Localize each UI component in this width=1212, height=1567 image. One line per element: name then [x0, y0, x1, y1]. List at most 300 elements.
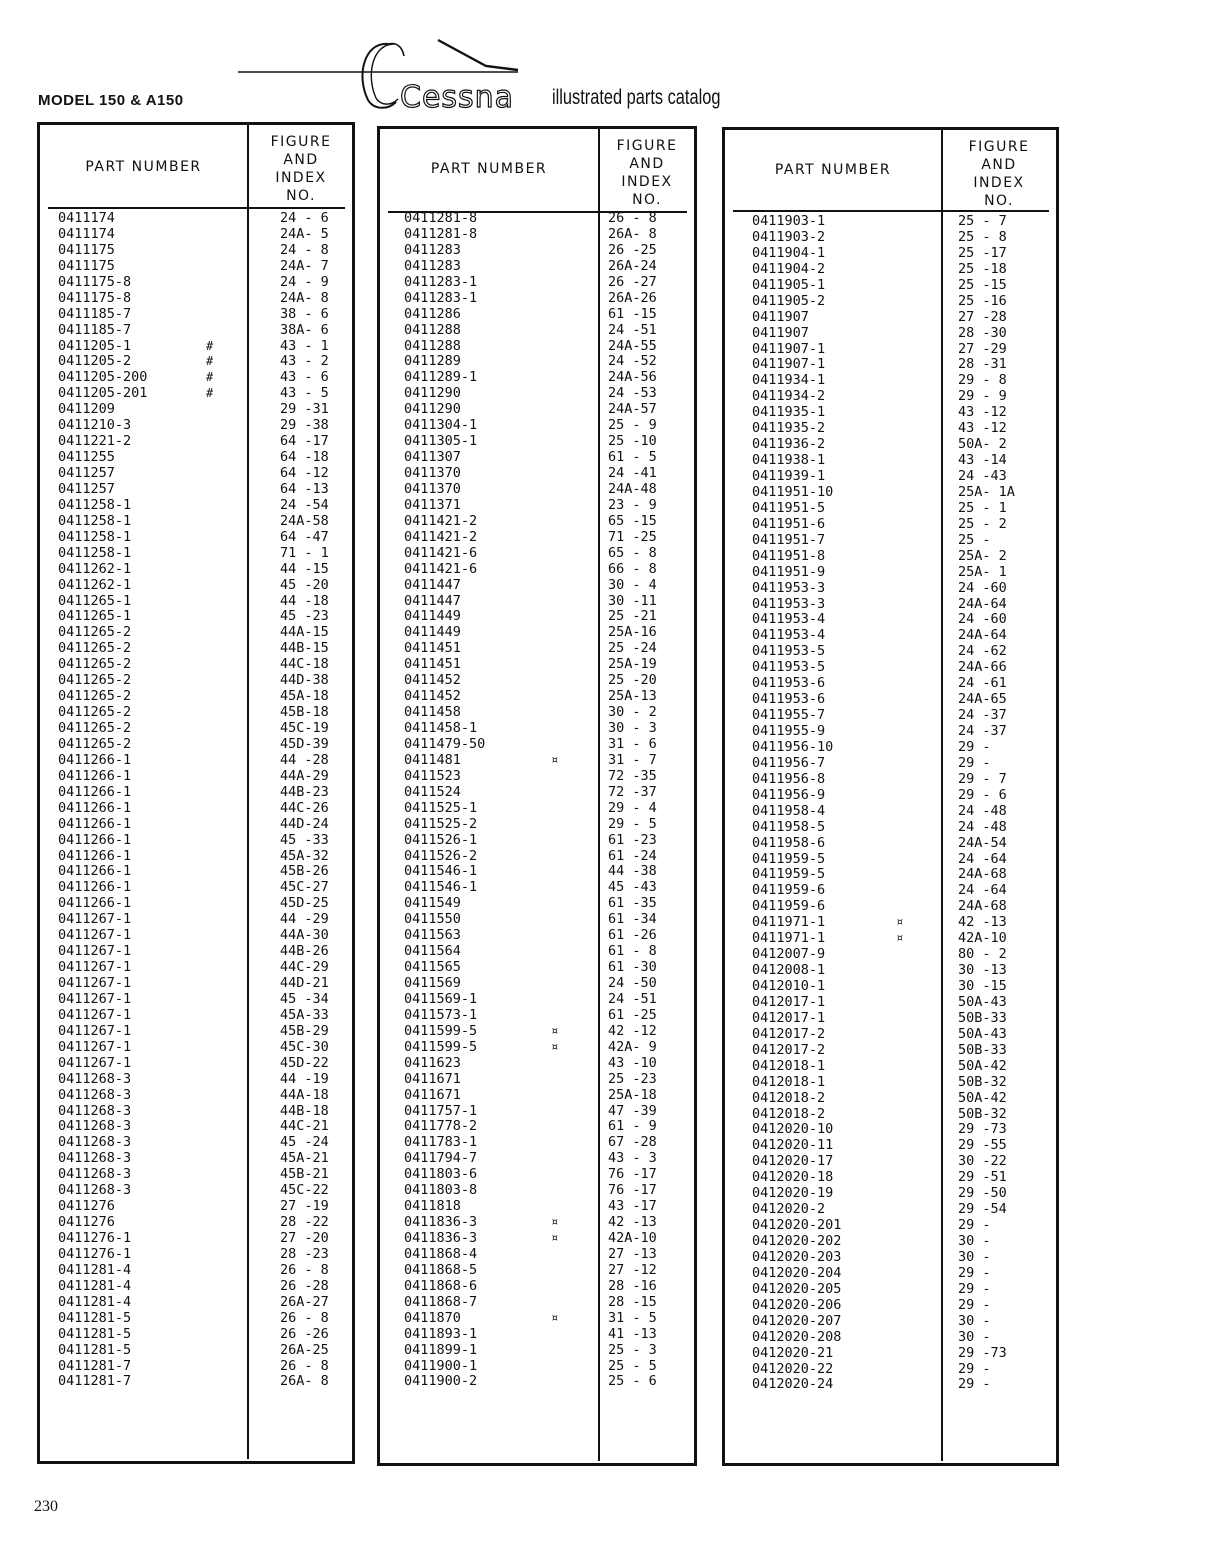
part-number-cell: 0411458-1	[404, 720, 478, 736]
figure-index-cell: 24A-64	[958, 627, 1007, 644]
part-number-cell: 0411447	[404, 592, 461, 609]
table-row	[404, 976, 694, 992]
table-row	[404, 323, 694, 339]
figure-index-cell: 25 -17	[958, 244, 1007, 261]
part-number-header: PART NUMBER	[430, 161, 548, 177]
table-row	[752, 437, 1057, 453]
table-row	[752, 597, 1057, 613]
table-row	[404, 307, 694, 323]
figure-index-cell: 29 - 7	[958, 770, 1007, 787]
part-number-cell: 0411267-1	[58, 1038, 132, 1055]
part-number-cell: 0411935-1	[752, 404, 826, 421]
figure-index-cell: 71 -25	[608, 528, 657, 545]
figure-index-cell: 25 -21	[608, 608, 657, 625]
part-number-cell: 0411283	[404, 257, 461, 274]
part-number-cell: 0411836-3	[404, 1230, 478, 1246]
cessna-logotype: Cessna	[400, 80, 515, 115]
table-row	[404, 992, 694, 1008]
table-row	[404, 609, 694, 625]
table-row	[752, 867, 1057, 883]
part-number-cell: 0411951-5	[752, 499, 826, 516]
part-number-cell: 0411971-1	[752, 930, 826, 947]
table-row	[404, 1167, 694, 1183]
table-row	[752, 246, 1057, 262]
part-number-cell: 0411305-1	[404, 433, 478, 450]
parts-list	[752, 214, 1057, 1393]
part-number-cell: 0412020-17	[752, 1153, 834, 1170]
figure-index-cell: 25A-18	[608, 1086, 657, 1103]
part-number-cell: 0411900-2	[404, 1373, 478, 1390]
table-row	[58, 434, 350, 450]
figure-index-cell: 76 -17	[608, 1182, 657, 1199]
part-number-cell: 0411599-5	[404, 1038, 478, 1055]
figure-index-cell: 24 -64	[958, 882, 1007, 899]
part-number-cell: 0411205-2	[58, 353, 132, 370]
table-row	[58, 928, 350, 944]
part-number-cell: 0411958-5	[752, 818, 826, 835]
figure-index-cell: 30 -	[958, 1248, 991, 1265]
figure-index-cell: 45 -24	[280, 1134, 329, 1151]
part-number-cell: 0411951-7	[752, 531, 826, 548]
figure-index-cell: 44A-30	[280, 927, 329, 944]
table-row	[58, 243, 350, 259]
table-row	[58, 594, 350, 610]
figure-index-cell: 45B-21	[280, 1166, 329, 1183]
table-row	[58, 944, 350, 960]
part-number-cell: 0411210-3	[58, 417, 132, 434]
figure-index-cell: 50A-42	[958, 1089, 1007, 1106]
note-marker: ¤	[551, 1231, 559, 1245]
table-row	[58, 864, 350, 880]
table-row	[752, 214, 1057, 230]
part-number-cell: 0411265-2	[58, 640, 132, 657]
parts-column-2	[377, 126, 697, 1466]
table-row	[404, 657, 694, 673]
figure-index-cell: 26A- 8	[608, 225, 657, 242]
figure-index-cell: 61 -30	[608, 959, 657, 976]
table-row	[404, 1151, 694, 1167]
part-number-cell: 0411956-7	[752, 754, 826, 771]
part-number-cell: 0411281-4	[58, 1277, 132, 1294]
part-number-cell: 0411899-1	[404, 1341, 478, 1358]
table-row	[58, 370, 350, 386]
table-row	[404, 227, 694, 243]
part-number-cell: 0411783-1	[404, 1134, 478, 1151]
table-row	[752, 1330, 1057, 1346]
table-row	[752, 1234, 1057, 1250]
part-number-cell: 0412020-202	[752, 1233, 842, 1249]
figure-index-header: FIGURE AND INDEX NO.	[270, 134, 332, 204]
note-marker: ¤	[551, 752, 559, 767]
table-row	[404, 1072, 694, 1088]
table-row	[752, 947, 1057, 963]
part-number-cell: 0411479-50	[404, 735, 486, 752]
table-row	[752, 1170, 1057, 1186]
part-number-cell: 0411421-2	[404, 512, 478, 529]
table-row	[752, 357, 1057, 373]
table-row	[404, 1135, 694, 1151]
part-number-cell: 0411953-5	[752, 643, 826, 660]
figure-index-cell: 29 -54	[958, 1201, 1007, 1218]
table-row	[752, 836, 1057, 852]
table-row	[752, 1059, 1057, 1075]
table-row	[404, 1199, 694, 1215]
table-row	[752, 995, 1057, 1011]
part-number-cell: 0411258-1	[58, 528, 132, 545]
figure-index-cell: 50A-42	[958, 1057, 1007, 1074]
table-row	[752, 581, 1057, 597]
part-number-cell: 0411281-4	[58, 1261, 132, 1278]
figure-index-cell: 24A- 5	[280, 225, 329, 242]
table-row	[58, 673, 350, 689]
table-row	[752, 342, 1057, 358]
table-row	[404, 1215, 694, 1231]
part-number-cell: 0412020-204	[752, 1264, 842, 1281]
table-row	[404, 912, 694, 928]
table-row	[58, 801, 350, 817]
part-number-cell: 0411905-2	[752, 292, 826, 309]
table-row	[752, 1107, 1057, 1123]
table-row	[58, 1008, 350, 1024]
figure-index-cell: 25 -18	[958, 260, 1007, 277]
table-row	[58, 833, 350, 849]
figure-index-cell: 25 - 3	[608, 1341, 657, 1358]
table-row	[58, 880, 350, 896]
figure-index-cell: 61 - 8	[608, 943, 657, 960]
note-marker: ¤	[896, 931, 904, 946]
table-row	[752, 517, 1057, 533]
part-number-cell: 0411257	[58, 465, 115, 481]
table-row	[404, 817, 694, 833]
part-number-cell: 0411951-9	[752, 563, 826, 580]
table-row	[58, 912, 350, 928]
figure-index-cell: 44A-18	[280, 1086, 329, 1103]
figure-index-cell: 28 -16	[608, 1277, 657, 1294]
part-number-cell: 0412018-2	[752, 1089, 826, 1106]
part-number-cell: 0411671	[404, 1086, 461, 1103]
table-row	[58, 721, 350, 737]
part-number-cell: 0411893-1	[404, 1325, 478, 1342]
part-number-cell: 0411205-1	[58, 337, 132, 354]
figure-index-cell: 24A- 8	[280, 289, 329, 306]
table-row	[404, 514, 694, 530]
table-row	[404, 1119, 694, 1135]
figure-index-cell: 44A-29	[280, 767, 329, 784]
figure-index-cell: 45C-27	[280, 879, 329, 896]
table-row	[58, 450, 350, 466]
table-row	[58, 1327, 350, 1343]
note-marker: ¤	[551, 1310, 559, 1325]
table-row	[58, 482, 350, 498]
table-row	[752, 628, 1057, 644]
figure-index-cell: 29 -	[958, 1376, 991, 1393]
part-number-cell: 0411955-9	[752, 723, 826, 739]
figure-index-cell: 43 - 1	[280, 337, 329, 354]
part-number-cell: 0411290	[404, 401, 461, 418]
table-row	[404, 275, 694, 291]
table-row	[752, 373, 1057, 389]
part-number-cell: 0412020-19	[752, 1185, 834, 1202]
table-row	[58, 498, 350, 514]
figure-index-cell: 29 - 4	[608, 799, 657, 816]
figure-index-cell: 29 -51	[958, 1169, 1007, 1186]
figure-index-cell: 24 - 8	[280, 241, 329, 258]
figure-index-cell: 25 -	[958, 531, 991, 548]
part-number-cell: 0411525-2	[404, 815, 478, 832]
table-row	[752, 644, 1057, 660]
table-row	[58, 1279, 350, 1295]
table-row	[752, 1154, 1057, 1170]
figure-index-cell: 26A-24	[608, 257, 657, 274]
figure-index-cell: 24A-48	[608, 480, 657, 497]
part-number-header: PART NUMBER	[85, 159, 202, 175]
figure-index-cell: 30 -	[958, 1328, 991, 1345]
part-number-cell: 0411175	[58, 257, 115, 274]
table-row	[404, 1343, 694, 1359]
part-number-cell: 0412018-2	[752, 1105, 826, 1122]
table-row	[404, 928, 694, 944]
part-number-cell: 0411289-1	[404, 369, 478, 386]
figure-index-cell: 24 -51	[608, 321, 657, 338]
part-number-cell: 0411421-6	[404, 560, 478, 577]
parts-list	[404, 211, 694, 1390]
table-row	[752, 979, 1057, 995]
table-row	[752, 1266, 1057, 1282]
figure-index-cell: 61 -23	[608, 831, 657, 848]
part-number-cell: 0411266-1	[58, 895, 132, 912]
figure-index-cell: 24A-68	[958, 898, 1007, 915]
figure-index-cell: 45 -43	[608, 879, 657, 896]
figure-index-cell: 24A-66	[958, 659, 1007, 676]
figure-index-cell: 27 -13	[608, 1245, 657, 1262]
part-number-cell: 0411903-2	[752, 228, 826, 245]
part-number-cell: 0411953-6	[752, 675, 826, 692]
part-number-cell: 0412018-1	[752, 1073, 826, 1090]
table-row	[752, 278, 1057, 294]
figure-index-cell: 29 -	[958, 1280, 991, 1297]
table-row	[58, 1040, 350, 1056]
figure-index-cell: 24A- 7	[280, 257, 329, 274]
table-row	[404, 211, 694, 227]
part-number-cell: 0411268-3	[58, 1086, 132, 1103]
figure-index-cell: 44C-29	[280, 959, 329, 976]
part-number-cell: 0411265-1	[58, 592, 132, 609]
part-number-cell: 0411953-5	[752, 659, 826, 676]
part-number-cell: 0411281-5	[58, 1325, 132, 1342]
part-number-cell: 0411258-1	[58, 512, 132, 529]
table-row	[752, 1362, 1057, 1378]
table-row	[58, 1199, 350, 1215]
table-row	[752, 1282, 1057, 1298]
table-row	[752, 1091, 1057, 1107]
figure-index-cell: 45D-39	[280, 735, 329, 752]
part-number-cell: 0411209	[58, 401, 115, 418]
table-row	[404, 864, 694, 880]
part-number-cell: 0411868-5	[404, 1261, 478, 1278]
figure-index-cell: 50B-33	[958, 1041, 1007, 1058]
table-row	[752, 565, 1057, 581]
table-row	[58, 275, 350, 291]
part-number-cell: 0411268-3	[58, 1102, 132, 1119]
figure-index-cell: 45 -23	[280, 608, 329, 625]
table-row	[404, 450, 694, 466]
figure-index-cell: 43 -14	[958, 452, 1007, 469]
table-row	[404, 562, 694, 578]
part-number-cell: 0411266-1	[58, 799, 132, 816]
table-row	[404, 594, 694, 610]
part-number-cell: 0411951-6	[752, 515, 826, 532]
figure-index-cell: 44 -19	[280, 1070, 329, 1087]
part-number-cell: 0411955-7	[752, 707, 826, 724]
figure-index-cell: 30 -15	[958, 978, 1007, 994]
table-row	[404, 737, 694, 753]
figure-index-cell: 31 - 7	[608, 751, 657, 768]
table-row	[404, 402, 694, 418]
part-number-cell: 0411565	[404, 959, 461, 976]
figure-index-cell: 24 - 6	[280, 210, 329, 226]
part-number-cell: 0411524	[404, 783, 461, 800]
figure-index-cell: 25 - 5	[608, 1357, 657, 1374]
figure-index-cell: 26A-27	[280, 1293, 329, 1310]
figure-index-cell: 29 -	[958, 1264, 991, 1281]
figure-index-cell: 29 -38	[280, 417, 329, 434]
figure-index-cell: 61 -35	[608, 895, 657, 912]
table-row	[752, 549, 1057, 565]
figure-index-cell: 76 -17	[608, 1166, 657, 1183]
part-number-cell: 0411290	[404, 385, 461, 402]
part-number-cell: 0411953-4	[752, 611, 826, 628]
part-number-cell: 0411599-5	[404, 1022, 478, 1039]
table-row	[58, 546, 350, 562]
part-number-cell: 0411526-2	[404, 847, 478, 864]
figure-index-cell: 43 - 5	[280, 385, 329, 402]
figure-index-cell: 50B-33	[958, 1009, 1007, 1026]
figure-index-cell: 44D-24	[280, 815, 329, 832]
figure-index-cell: 43 -12	[958, 420, 1007, 437]
part-number-cell: 0411265-1	[58, 608, 132, 625]
figure-index-cell: 41 -13	[608, 1325, 657, 1342]
table-row	[404, 673, 694, 689]
part-number-cell: 0412020-205	[752, 1280, 842, 1297]
part-number-cell: 0411281-7	[58, 1357, 132, 1374]
figure-index-cell: 26A-26	[608, 289, 657, 306]
page-number: 230	[34, 1498, 58, 1515]
part-number-cell: 0411267-1	[58, 1022, 132, 1039]
figure-index-cell: 45 -33	[280, 831, 329, 848]
figure-index-cell: 43 -17	[608, 1198, 657, 1215]
table-row	[752, 692, 1057, 708]
figure-index-cell: 25 - 8	[958, 228, 1007, 245]
part-number-cell: 0411267-1	[58, 959, 132, 976]
part-number-cell: 0411953-3	[752, 579, 826, 596]
table-row	[752, 294, 1057, 310]
table-row	[404, 801, 694, 817]
part-number-cell: 0412020-203	[752, 1248, 842, 1265]
part-number-cell: 0411870	[404, 1309, 461, 1326]
figure-index-cell: 45 -20	[280, 576, 329, 593]
table-row	[752, 612, 1057, 628]
part-number-cell: 0411449	[404, 624, 461, 641]
part-number-cell: 0412017-1	[752, 1009, 826, 1026]
table-row	[404, 339, 694, 355]
part-number-cell: 0411907	[752, 324, 809, 341]
part-number-cell: 0411283	[404, 241, 461, 258]
figure-index-cell: 24 -51	[608, 990, 657, 1007]
table-row	[404, 753, 694, 769]
table-row	[752, 740, 1057, 756]
part-number-cell: 0411900-1	[404, 1357, 478, 1374]
part-number-cell: 0411452	[404, 688, 461, 705]
figure-index-cell: 29 -	[958, 738, 991, 755]
table-row	[58, 211, 350, 227]
table-row	[404, 833, 694, 849]
table-row	[58, 992, 350, 1008]
figure-index-cell: 24A-68	[958, 866, 1007, 883]
part-number-cell: 0411281-4	[58, 1293, 132, 1310]
table-row	[404, 1374, 694, 1390]
part-number-cell: 0412008-1	[752, 962, 826, 979]
figure-index-cell: 24 -37	[958, 707, 1007, 724]
note-marker: #	[206, 354, 214, 369]
figure-index-cell: 50A- 2	[958, 436, 1007, 453]
table-row	[58, 849, 350, 865]
figure-index-cell: 61 - 5	[608, 449, 657, 466]
part-number-cell: 0411951-10	[752, 483, 834, 500]
table-row	[58, 1167, 350, 1183]
figure-index-cell: 80 - 2	[958, 946, 1007, 963]
figure-index-cell: 72 -37	[608, 783, 657, 800]
figure-index-cell: 25 - 6	[608, 1373, 657, 1390]
part-number-cell: 0412020-22	[752, 1360, 834, 1377]
table-row	[58, 785, 350, 801]
figure-index-cell: 44C-21	[280, 1118, 329, 1135]
figure-index-cell: 45C-30	[280, 1038, 329, 1055]
table-row	[752, 852, 1057, 868]
part-number-cell: 0411936-2	[752, 436, 826, 453]
figure-index-cell: 24 -48	[958, 818, 1007, 835]
figure-index-cell: 50B-32	[958, 1105, 1007, 1122]
figure-index-cell: 24A-56	[608, 369, 657, 386]
figure-index-cell: 26 - 8	[280, 1309, 329, 1326]
figure-index-cell: 25 -20	[608, 672, 657, 689]
figure-index-cell: 24 - 9	[280, 273, 329, 290]
figure-index-cell: 26 -27	[608, 273, 657, 290]
figure-index-cell: 45D-22	[280, 1054, 329, 1071]
table-row	[752, 931, 1057, 947]
part-number-cell: 0411267-1	[58, 975, 132, 991]
figure-index-cell: 24 -64	[958, 850, 1007, 867]
part-number-cell: 0412020-18	[752, 1169, 834, 1186]
table-row	[752, 708, 1057, 724]
table-row	[752, 405, 1057, 421]
figure-index-cell: 65 - 8	[608, 544, 657, 561]
table-row	[58, 1056, 350, 1072]
part-number-cell: 0411959-5	[752, 866, 826, 883]
part-number-cell: 0411794-7	[404, 1150, 478, 1167]
table-row	[752, 310, 1057, 326]
part-number-cell: 0411458	[404, 704, 461, 721]
table-row	[58, 625, 350, 641]
part-number-cell: 0411267-1	[58, 911, 132, 928]
figure-index-cell: 30 - 2	[608, 704, 657, 721]
figure-index-cell: 44C-26	[280, 799, 329, 816]
part-number-cell: 0411939-1	[752, 468, 826, 484]
figure-index-cell: 25A-16	[608, 624, 657, 641]
table-row	[58, 514, 350, 530]
figure-index-cell: 45A-32	[280, 847, 329, 864]
table-row	[58, 418, 350, 434]
figure-index-cell: 44C-18	[280, 656, 329, 673]
